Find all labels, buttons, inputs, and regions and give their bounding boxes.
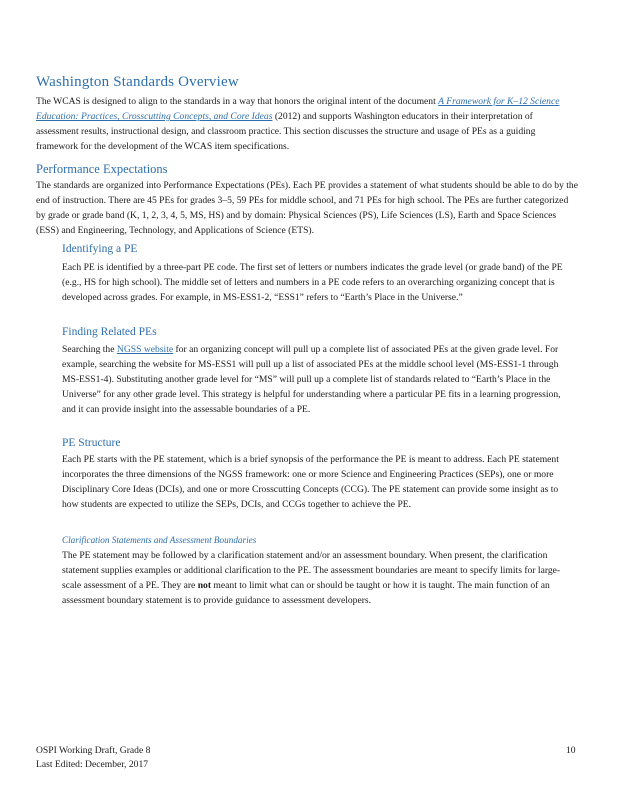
footer-last-edited: Last Edited: December, 2017 [36, 759, 149, 770]
clarification-paragraph [62, 548, 576, 608]
intro-text-after: (2012) and supports Washington educators in their interpretation of assessment results, instructional design, and classroom practice. This section discusses the structure and usage of PEs as a guiding framework for the development of the WCAS item specifications. [36, 111, 536, 152]
page-title: Washington Standards Overview [36, 74, 239, 90]
identifying-pe-paragraph: Each PE is identified by a three-part PE code. The first set of letters or numbers indicates the grade level (or grade band) of the PE (e.g., HS for high school). The middle set of letters and numbers in a PE code refers to an overarching organizing concept that is developed across grades. For example, in MS-ESS1-2, “ESS1” refers to “Earth’s Place in the Universe.” [62, 262, 563, 303]
finding-text-after: for an organizing concept will pull up a complete list of associated PEs at the given grade level. For example, searching the website for MS-ESS1 will pull up a list of associated PEs at the middle school level (MS-ESS1-1 through MS-ESS1-4). Substituting another grade level for “MS” will pull up a complete list of standards related to “Earth’s Place in the Universe” for any other grade level. This strategy is helpful for understanding where a particular PE fits in a learning progression, and it can provide insight into the assessable boundaries of a PE. [62, 344, 561, 415]
subheading-clarification-statements: Clarification Statements and Assessment Boundaries [62, 535, 257, 545]
clarification-text-before: The PE statement may be followed by a clarification statement and/or an assessment boundary. When present, the clarification statement supplies examples or additional clarification to the PE. The assessment boundaries are meant to specify limits for large-scale assessment of a PE. They are [62, 550, 561, 591]
clarification-emphasis: not [197, 580, 212, 591]
intro-paragraph [36, 94, 572, 154]
pe-structure-paragraph: Each PE starts with the PE statement, which is a brief synopsis of the performance the PE is meant to address. Each PE statement incorporates the three dimensions of the NGSS framework: one or more Science and Engineering Practices (SEPs), one or more Disciplinary Core Ideas (DCIs), and one or more Crosscutting Concepts (CCG). The PE statement can provide some insight as to how students are expected to utilize the SEPs, DCIs, and CCGs together to achieve the PE. [62, 454, 559, 510]
page-number: 10 [566, 745, 576, 756]
section-heading-performance-expectations: Performance Expectations [36, 162, 168, 176]
clarification-text-after: meant to limit what can or should be taught or how it is taught. The main function of an assessment boundary statement is to provide guidance to assessment developers. [62, 580, 550, 606]
footer-draft-label: OSPI Working Draft, Grade 8 [36, 745, 151, 756]
finding-text-before: Searching the [62, 344, 117, 355]
subheading-identifying-pe: Identifying a PE [62, 243, 138, 255]
performance-expectations-paragraph: The standards are organized into Performance Expectations (PEs). Each PE provides a statement of what students should be able to do by the end of instruction. There are 45 PEs for grades 3–5, 59 PEs for middle school, and 71 PEs for high school. The PEs are further categorized by grade or grade band (K, 1, 2, 3, 4, 5, MS, HS) and by domain: Physical Sciences (PS), Life Sciences (LS), Earth and Space Sciences (ESS) and Engineering, Technology, and Applications of Science (ETS). [36, 180, 578, 236]
ngss-website-link[interactable]: NGSS website [116, 344, 174, 355]
finding-related-pes-paragraph [62, 342, 576, 417]
framework-link[interactable]: A Framework for K–12 Science Education: Practices, Crosscutting Concepts, and Core Ideas [36, 96, 560, 122]
intro-text-before: The WCAS is designed to align to the standards in a way that honors the original intent of the document [36, 96, 439, 107]
subheading-pe-structure: PE Structure [62, 437, 121, 449]
subheading-finding-related-pes: Finding Related PEs [62, 326, 157, 338]
